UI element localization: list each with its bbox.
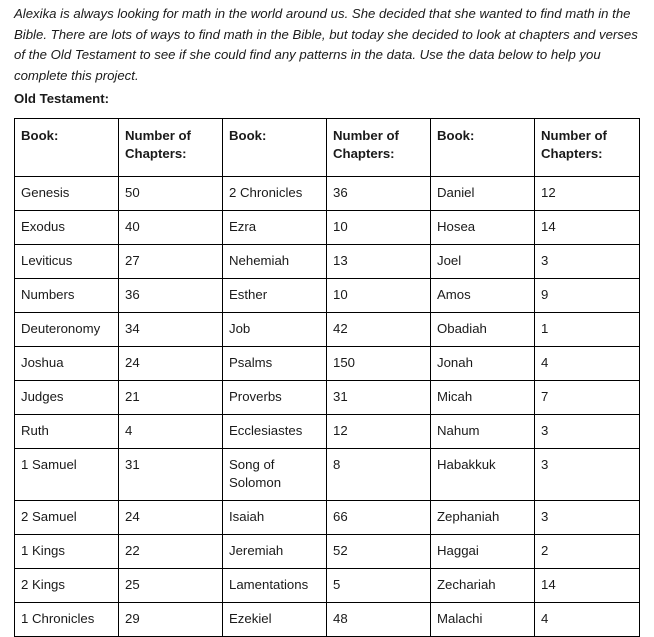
chapter-count-cell: 24 <box>119 347 223 381</box>
book-name-cell: Ruth <box>15 415 119 449</box>
book-name-cell: Esther <box>223 279 327 313</box>
chapter-count-cell: 5 <box>327 569 431 603</box>
book-name-cell: Song of Solomon <box>223 449 327 501</box>
table-row <box>15 245 640 279</box>
table-body <box>15 177 640 637</box>
chapter-count-cell: 4 <box>535 603 640 637</box>
chapter-count-cell: 9 <box>535 279 640 313</box>
book-name-cell: Nahum <box>431 415 535 449</box>
book-name-cell: Ezekiel <box>223 603 327 637</box>
header-cell: Book: <box>223 119 327 177</box>
chapter-count-cell: 66 <box>327 501 431 535</box>
book-name-cell: Malachi <box>431 603 535 637</box>
chapter-count-cell: 1 <box>535 313 640 347</box>
book-name-cell: Psalms <box>223 347 327 381</box>
chapter-count-cell: 12 <box>327 415 431 449</box>
book-name-cell: Jonah <box>431 347 535 381</box>
chapter-count-cell: 24 <box>119 501 223 535</box>
book-name-cell: Deuteronomy <box>15 313 119 347</box>
book-name-cell: Haggai <box>431 535 535 569</box>
book-name-cell: Ecclesiastes <box>223 415 327 449</box>
table-row <box>15 415 640 449</box>
old-testament-table <box>14 118 640 637</box>
table-row <box>15 569 640 603</box>
chapter-count-cell: 48 <box>327 603 431 637</box>
chapter-count-cell: 4 <box>535 347 640 381</box>
book-name-cell: Isaiah <box>223 501 327 535</box>
book-name-cell: Daniel <box>431 177 535 211</box>
book-name-cell: Obadiah <box>431 313 535 347</box>
book-name-cell: Exodus <box>15 211 119 245</box>
chapter-count-cell: 40 <box>119 211 223 245</box>
chapter-count-cell: 3 <box>535 415 640 449</box>
intro-paragraph: Alexika is always looking for math in the world around us. She decided that she wanted to find math in the Bible. There are lots of ways to find math in the Bible, but today she decided to look at chapters and verses of the Old Testament to see if she could find any patterns in the data. Use the data below to help you complete this project. <box>14 6 638 83</box>
book-name-cell: 2 Samuel <box>15 501 119 535</box>
book-name-cell: Jeremiah <box>223 535 327 569</box>
table-row <box>15 449 640 501</box>
book-name-cell: Joshua <box>15 347 119 381</box>
book-name-cell: 2 Chronicles <box>223 177 327 211</box>
header-cell: Book: <box>15 119 119 177</box>
chapter-count-cell: 3 <box>535 245 640 279</box>
book-name-cell: Judges <box>15 381 119 415</box>
book-name-cell: Job <box>223 313 327 347</box>
book-name-cell: Genesis <box>15 177 119 211</box>
table-row <box>15 535 640 569</box>
table-row <box>15 211 640 245</box>
table-row <box>15 501 640 535</box>
table-row <box>15 347 640 381</box>
book-name-cell: 1 Chronicles <box>15 603 119 637</box>
book-name-cell: 1 Samuel <box>15 449 119 501</box>
chapter-count-cell: 52 <box>327 535 431 569</box>
chapter-count-cell: 36 <box>119 279 223 313</box>
chapter-count-cell: 50 <box>119 177 223 211</box>
table-row <box>15 313 640 347</box>
chapter-count-cell: 3 <box>535 449 640 501</box>
chapter-count-cell: 150 <box>327 347 431 381</box>
chapter-count-cell: 42 <box>327 313 431 347</box>
chapter-count-cell: 13 <box>327 245 431 279</box>
book-name-cell: Joel <box>431 245 535 279</box>
chapter-count-cell: 31 <box>327 381 431 415</box>
chapter-count-cell: 27 <box>119 245 223 279</box>
chapter-count-cell: 10 <box>327 211 431 245</box>
header-cell: Number of Chapters: <box>327 119 431 177</box>
book-name-cell: Hosea <box>431 211 535 245</box>
book-name-cell: Amos <box>431 279 535 313</box>
book-name-cell: Ezra <box>223 211 327 245</box>
chapter-count-cell: 36 <box>327 177 431 211</box>
table-row <box>15 177 640 211</box>
chapter-count-cell: 21 <box>119 381 223 415</box>
chapter-count-cell: 2 <box>535 535 640 569</box>
book-name-cell: Nehemiah <box>223 245 327 279</box>
chapter-count-cell: 3 <box>535 501 640 535</box>
header-cell: Number of Chapters: <box>535 119 640 177</box>
table-row <box>15 381 640 415</box>
section-heading: Old Testament: <box>14 91 110 106</box>
table-row <box>15 603 640 637</box>
book-name-cell: Habakkuk <box>431 449 535 501</box>
header-cell: Number of Chapters: <box>119 119 223 177</box>
chapter-count-cell: 12 <box>535 177 640 211</box>
chapter-count-cell: 14 <box>535 211 640 245</box>
book-name-cell: Numbers <box>15 279 119 313</box>
chapter-count-cell: 14 <box>535 569 640 603</box>
chapter-count-cell: 22 <box>119 535 223 569</box>
chapter-count-cell: 10 <box>327 279 431 313</box>
book-name-cell: Lamentations <box>223 569 327 603</box>
book-name-cell: Proverbs <box>223 381 327 415</box>
book-name-cell: 1 Kings <box>15 535 119 569</box>
chapter-count-cell: 29 <box>119 603 223 637</box>
book-name-cell: 2 Kings <box>15 569 119 603</box>
book-name-cell: Micah <box>431 381 535 415</box>
table-row <box>15 279 640 313</box>
book-name-cell: Zephaniah <box>431 501 535 535</box>
book-name-cell: Leviticus <box>15 245 119 279</box>
book-name-cell: Zechariah <box>431 569 535 603</box>
chapter-count-cell: 8 <box>327 449 431 501</box>
table-header-row <box>15 119 640 177</box>
chapter-count-cell: 7 <box>535 381 640 415</box>
chapter-count-cell: 25 <box>119 569 223 603</box>
chapter-count-cell: 4 <box>119 415 223 449</box>
header-cell: Book: <box>431 119 535 177</box>
chapter-count-cell: 34 <box>119 313 223 347</box>
chapter-count-cell: 31 <box>119 449 223 501</box>
